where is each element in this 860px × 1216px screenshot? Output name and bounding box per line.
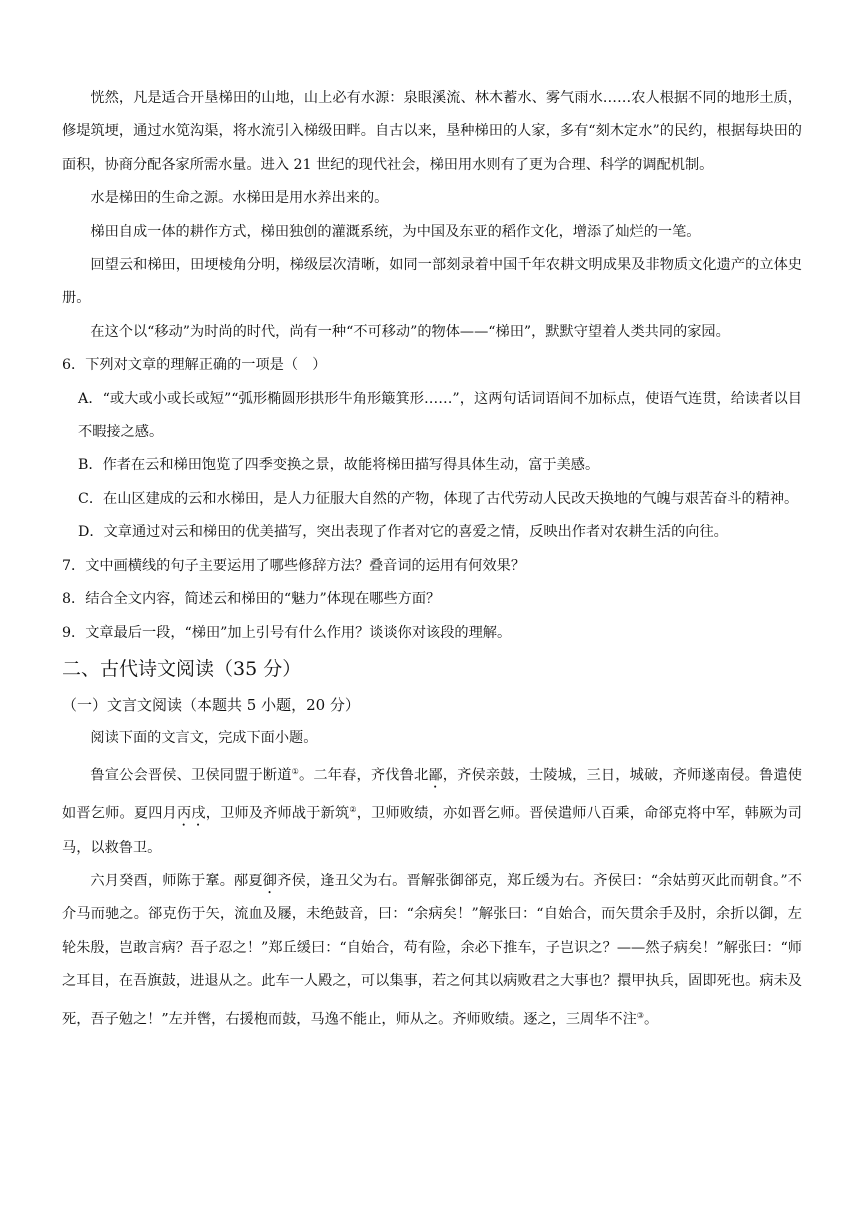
document-page — [62, 82, 802, 1037]
question-6-stem: 6．下列对文章的理解正确的一项是（ ） — [62, 357, 327, 374]
reading-instruction: 阅读下面的文言文，完成下面小题。 — [90, 729, 318, 746]
footnote-marker: ① — [291, 767, 300, 777]
text-run: ，卫师败绩，亦如晋乞师。晋侯遣师八百乘，命郤克将中军，韩厥为司马，以救鲁卫。 — [62, 806, 802, 856]
text-run: ，卫师及齐师战于新筑 — [205, 806, 350, 823]
question-8: 8．结合全文内容，简述云和梯田的“魅力”体现在哪些方面？ — [62, 591, 441, 608]
subsection-heading: （一）文言文阅读（本题共 5 小题，20 分） — [62, 695, 360, 714]
footnote-marker: ③ — [636, 1010, 644, 1020]
text-run: ，齐侯亲鼓，士陵城，三日，城破，齐师遂南侵。鲁遣使如晋乞师。夏四月 — [62, 768, 802, 823]
passage-paragraph: 水是梯田的生命之源。水梯田是用水养出来的。 — [90, 190, 389, 207]
question-6-option-b: B．作者在云和梯田饱览了四季变换之景，故能将梯田描写得具体生动，富于美感。 — [78, 457, 600, 474]
emphasized-word: 御 — [262, 873, 278, 889]
classical-paragraph-2 — [62, 865, 802, 1037]
footnote-marker: ② — [349, 805, 357, 815]
emphasized-word: 丙戌 — [176, 806, 206, 823]
question-6-option-a: A．“或大或小或长或短”“弧形椭圆形拱形牛角形簸箕形……”，这两句话词语间不加标点，使语气连贯，给读者以目不暇接之感。 — [78, 390, 802, 441]
text-run: 六月癸酉，师陈于鞌。邴夏 — [90, 873, 263, 889]
classical-paragraph-1 — [62, 755, 802, 865]
passage-paragraph: 在这个以“移动”为时尚的时代，尚有一种“不可移动”的物体——“梯田”，默默守望着人类共同的家园。 — [90, 323, 730, 340]
text-run: 。 — [643, 1011, 659, 1028]
text-run: 鲁宣公会晋侯、卫侯同盟于断道 — [90, 768, 292, 785]
text-run: 齐侯，逢丑父为右。晋解张御郤克，郑丘缓为右。齐侯曰：“余姑剪灭此而朝食。”不介马而驰之。郤克伤于矢，流血及屦，未绝鼓音，曰：“余病矣！”解张曰：“自始合，而矢贯余手及肘，余折以御，左轮朱殷，岂敢言病？吾子忍之！”郑丘缓曰：“自始合，苟有险，余必下推车，子岂识之？——然子病矣！”解张曰：“师之耳目，在吾旗鼓，进退从之。此车一人殿之，可以集事，若之何其以病败君之大事也？擐甲执兵，固即死也。病未及死，吾子勉之！”左并辔，右援枹而鼓，马逸不能止，师从之。齐师败绩。逐之，三周华不注 — [62, 873, 802, 1028]
emphasized-word: 鄙 — [428, 768, 443, 785]
question-6-option-d: D．文章通过对云和梯田的优美描写，突出表现了作者对它的喜爱之情，反映出作者对农耕生活的向往。 — [78, 524, 728, 541]
section-heading: 二、古代诗文阅读（35 分） — [62, 657, 302, 680]
question-9: 9．文章最后一段，“梯田”加上引号有什么作用？谈谈你对该段的理解。 — [62, 624, 512, 641]
text-run: 。二年春，齐伐鲁北 — [299, 768, 429, 785]
question-7: 7．文中画横线的句子主要运用了哪些修辞方法？叠音词的运用有何效果？ — [62, 557, 526, 574]
question-6-option-c: C．在山区建成的云和水梯田，是人力征服大自然的产物，体现了古代劳动人民改天换地的气魄与艰苦奋斗的精神。 — [78, 490, 799, 507]
passage-paragraph: 梯田自成一体的耕作方式，梯田独创的灌溉系统，为中国及东亚的稻作文化，增添了灿烂的一笔。 — [90, 223, 701, 240]
passage-paragraph: 恍然，凡是适合开垦梯田的山地，山上必有水源：泉眼溪流、林木蓄水、雾气雨水……农人根据不同的地形土质，修堤筑埂，通过水笕沟渠，将水流引入梯级田畔。自古以来，垦种梯田的人家，多有“刻木定水”的民约，根据每块田的面积，协商分配各家所需水量。进入 21 世纪的现代社会，梯田用水则有了更为合理、科学的调配机制。 — [62, 90, 802, 173]
passage-paragraph: 回望云和梯田，田埂棱角分明，梯级层次清晰，如同一部刻录着中国千年农耕文明成果及非物质文化遗产的立体史册。 — [62, 257, 802, 307]
